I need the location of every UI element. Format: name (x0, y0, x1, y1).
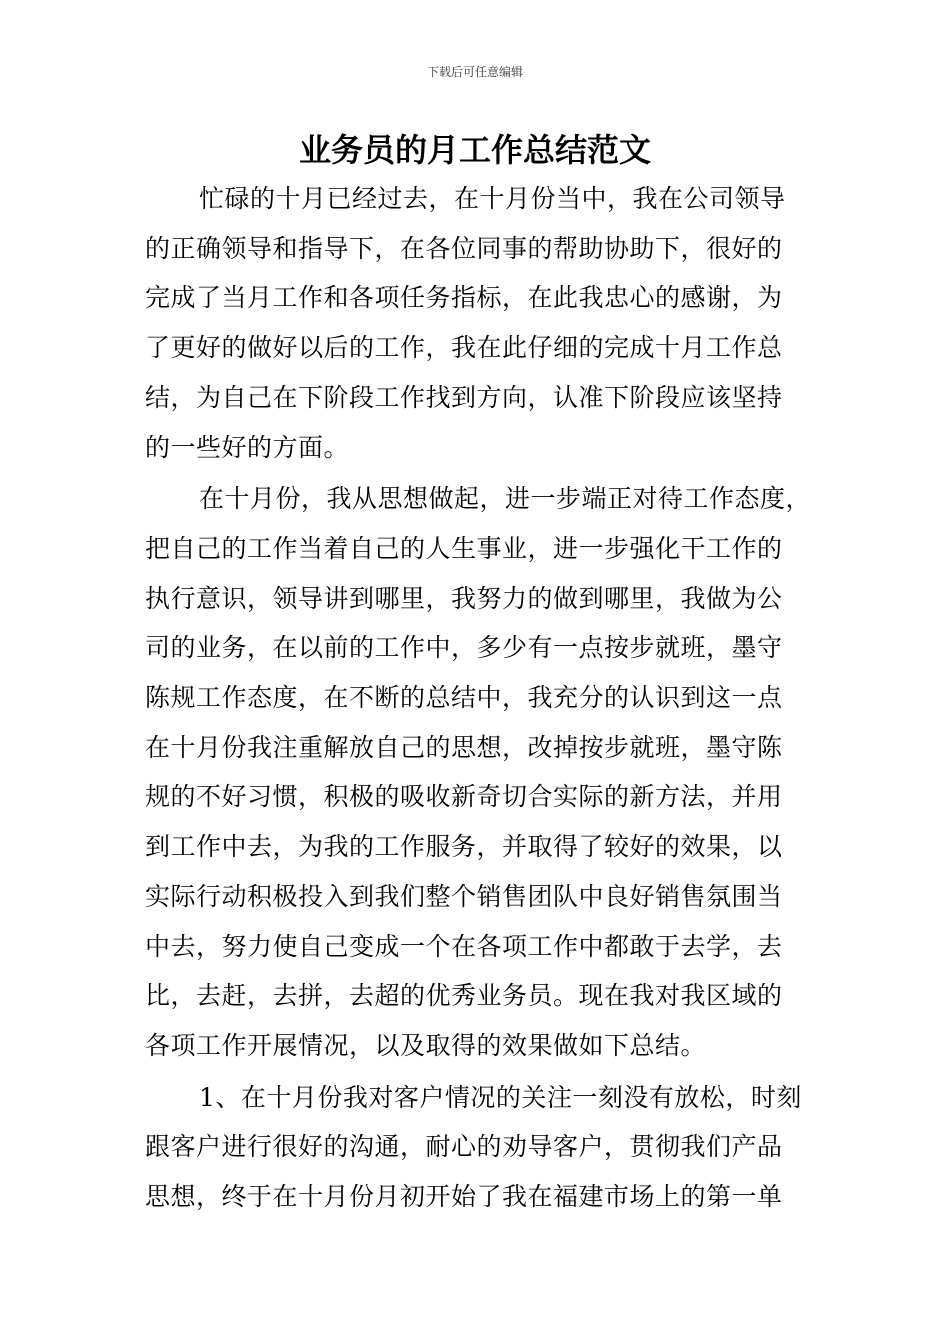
paragraph-line: 在十月份我注重解放自己的思想，改掉按步就班，墨守陈 (145, 732, 783, 762)
paragraph-line: 陈规工作态度，在不断的总结中，我充分的认识到这一点 (145, 683, 783, 713)
paragraph-line: 实际行动积极投入到我们整个销售团队中良好销售氛围当 (145, 881, 783, 911)
paragraph-line: 把自己的工作当着自己的人生事业，进一步强化干工作的 (145, 533, 783, 563)
paragraph-line: 跟客户进行很好的沟通，耐心的劝导客户，贯彻我们产品 (145, 1132, 783, 1162)
paragraph-line: 在十月份，我从思想做起，进一步端正对待工作态度， (199, 484, 812, 514)
paragraph-line: 的正确领导和指导下，在各位同事的帮助协助下，很好的 (145, 233, 783, 263)
paragraph-line: 到工作中去，为我的工作服务，并取得了较好的效果，以 (145, 832, 783, 862)
paragraph-line: 忙碌的十月已经过去，在十月份当中，我在公司领导 (199, 184, 786, 213)
paragraph-line: 中去，努力使自己变成一个在各项工作中都敢于去学，去 (145, 931, 783, 961)
paragraph-line: 思想，终于在十月份月初开始了我在福建市场上的第一单 (145, 1182, 783, 1212)
paragraph-line: 司的业务，在以前的工作中，多少有一点按步就班，墨守 (145, 633, 783, 663)
paragraph-line: 比，去赶，去拼，去超的优秀业务员。现在我对我区域的 (145, 981, 783, 1011)
paragraph-3 (145, 1073, 825, 1222)
document-title: 业务员的月工作总结范文 (298, 131, 651, 169)
paragraph-line: 执行意识，领导讲到哪里，我努力的做到哪里，我做为公 (145, 583, 783, 613)
paragraph-line: 了更好的做好以后的工作，我在此仔细的完成十月工作总 (145, 333, 783, 363)
paragraph-line: 规的不好习惯，积极的吸收新奇切合实际的新方法，并用 (145, 782, 783, 812)
paragraph-line: 完成了当月工作和各项任务指标，在此我忠心的感谢，为 (145, 283, 783, 313)
document-body (145, 174, 825, 1224)
header-note: 下载后可任意编辑 (426, 65, 523, 79)
paragraph-line: 各项工作开展情况，以及取得的效果做如下总结。 (145, 1030, 707, 1060)
paragraph-1 (145, 174, 825, 472)
paragraph-2 (145, 474, 825, 1070)
paragraph-line: 1、在十月份我对客户情况的关注一刻没有放松，时刻 (199, 1082, 802, 1112)
paragraph-line: 的一些好的方面。 (145, 432, 350, 462)
paragraph-line: 结，为自己在下阶段工作找到方向，认准下阶段应该坚持 (145, 382, 783, 412)
